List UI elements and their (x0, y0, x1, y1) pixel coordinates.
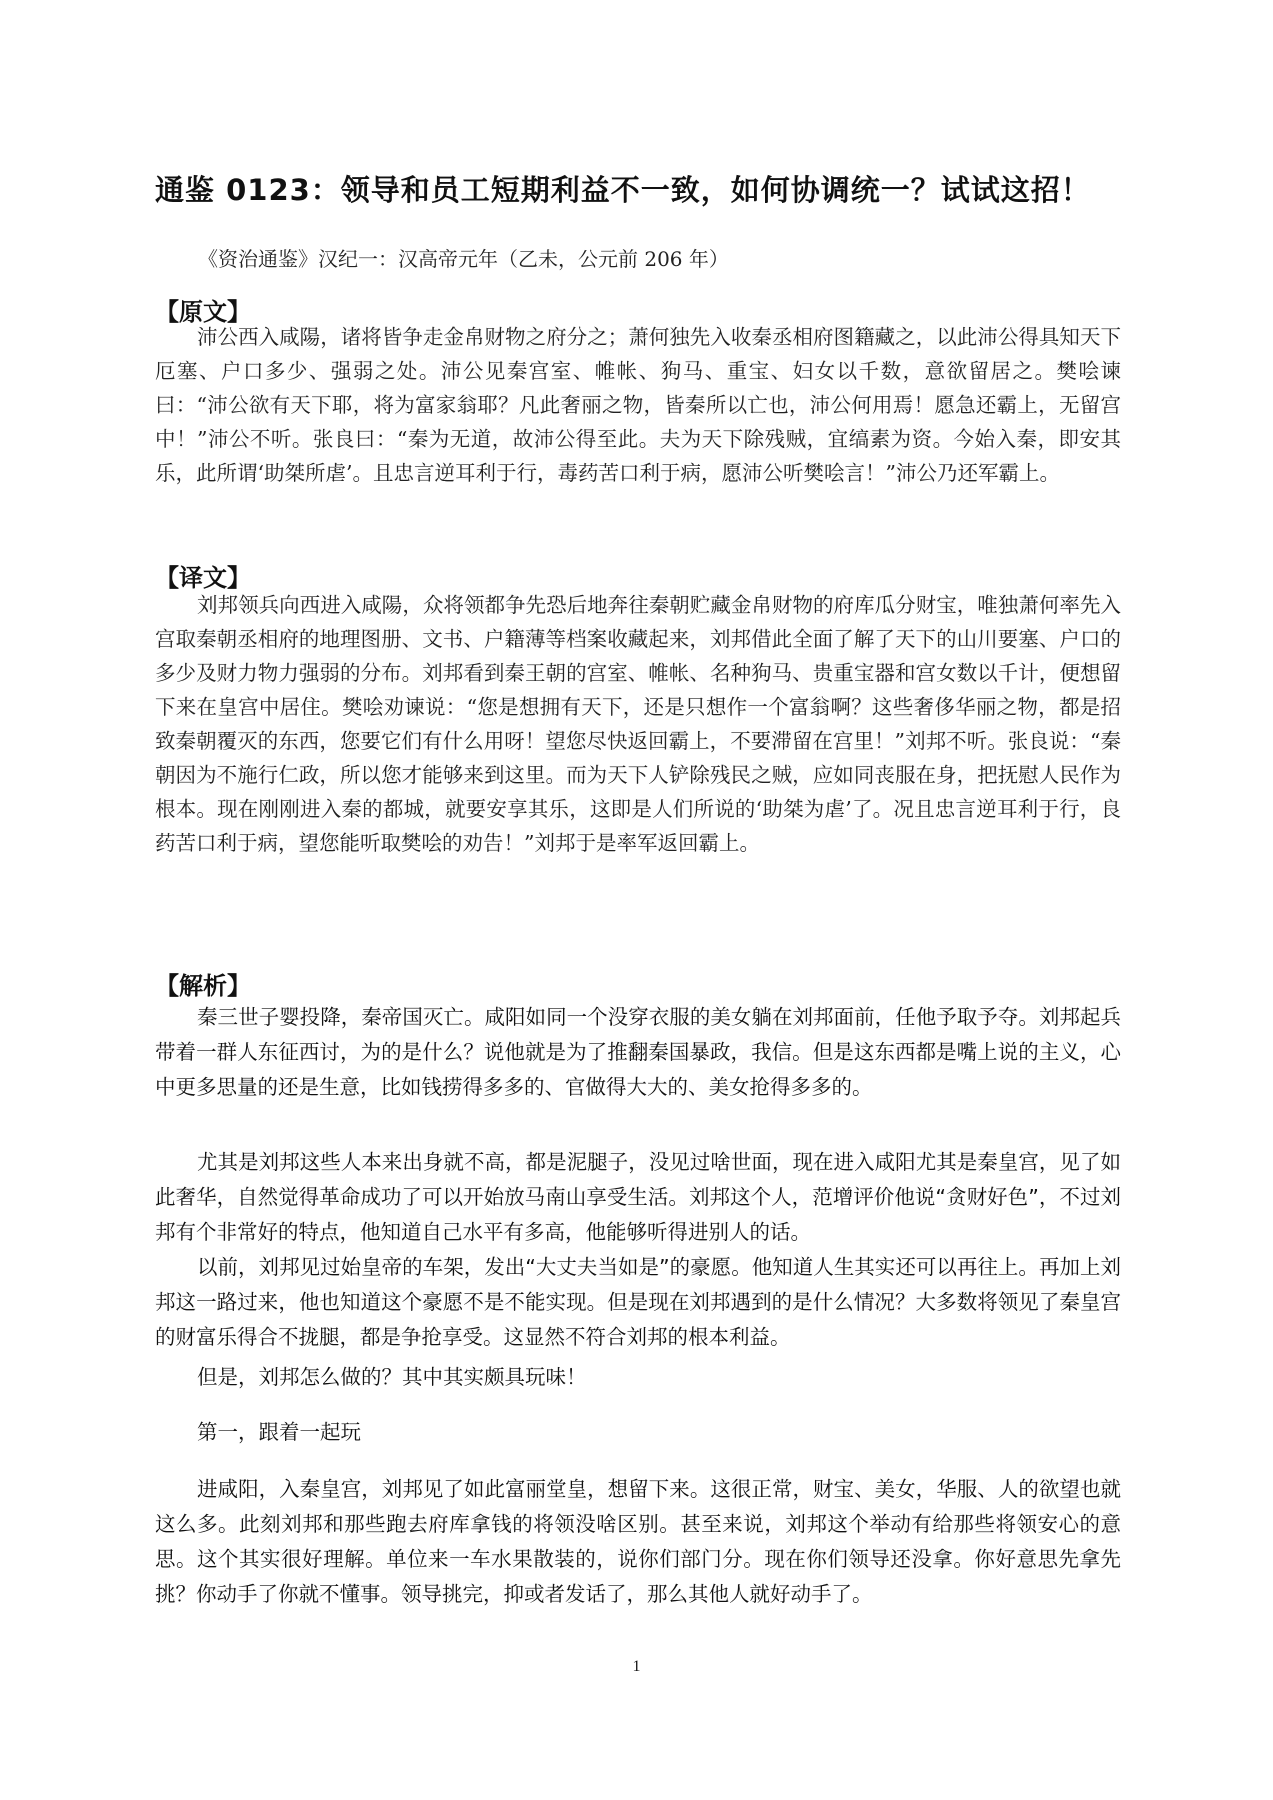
section-heading-original: 【原文】 (155, 298, 251, 326)
page-title: 通鉴 0123：领导和员工短期利益不一致，如何协调统一？试试这招！ (155, 173, 1091, 207)
source-citation: 《资治通鉴》汉纪一：汉高帝元年（乙未，公元前 206 年） (198, 247, 729, 271)
analysis-paragraph: 秦三世子婴投降，秦帝国灭亡。咸阳如同一个没穿衣服的美女躺在刘邦面前，任他予取予夺。刘邦起兵带着一群人东征西讨，为的是什么？说他就是为了推翻秦国暴政，我信。但是这东西都是嘴上说的主义，心中更多思量的还是生意，比如钱捞得多多的、官做得大大的、美女抢得多多的。 (155, 1005, 1121, 1099)
section-heading-analysis: 【解析】 (155, 972, 251, 1000)
original-text-paragraph: 沛公西入咸陽，诸将皆争走金帛财物之府分之；萧何独先入收秦丞相府图籍藏之，以此沛公得具知天下厄塞、户口多少、强弱之处。沛公见秦宫室、帷帐、狗马、重宝、妇女以千数，意欲留居之。樊哙谏曰：“沛公欲有天下耶，将为富家翁耶？凡此奢丽之物，皆秦所以亡也，沛公何用焉！愿急还霸上，无留宫中！”沛公不听。张良曰：“秦为无道，故沛公得至此。夫为天下除残贼，宜缟素为资。今始入秦，即安其乐，此所谓‘助桀所虐’。且忠言逆耳利于行，毒药苦口利于病，愿沛公听樊哙言！”沛公乃还军霸上。 (155, 325, 1121, 485)
analysis-subheading: 第一，跟着一起玩 (197, 1420, 361, 1444)
analysis-paragraph: 但是，刘邦怎么做的？其中其实颇具玩味！ (197, 1365, 587, 1389)
translation-text-paragraph: 刘邦领兵向西进入咸陽，众将领都争先恐后地奔往秦朝贮藏金帛财物的府库瓜分财宝，唯独萧何率先入宫取秦朝丞相府的地理图册、文书、户籍薄等档案收藏起来，刘邦借此全面了解了天下的山川要塞、户口的多少及财力物力强弱的分布。刘邦看到秦王朝的宫室、帷帐、名种狗马、贵重宝器和宫女数以千计，便想留下来在皇宫中居住。樊哙劝谏说：“您是想拥有天下，还是只想作一个富翁啊？这些奢侈华丽之物，都是招致秦朝覆灭的东西，您要它们有什么用呀！望您尽快返回霸上，不要滞留在宫里！”刘邦不听。张良说：“秦朝因为不施行仁政，所以您才能够来到这里。而为天下人铲除残民之贼，应如同丧服在身，把抚慰人民作为根本。现在刚刚进入秦的都城，就要安享其乐，这即是人们所说的‘助桀为虐’了。况且忠言逆耳利于行，良药苦口利于病，望您能听取樊哙的劝告！”刘邦于是率军返回霸上。 (155, 593, 1121, 855)
analysis-paragraph: 尤其是刘邦这些人本来出身就不高，都是泥腿子，没见过啥世面，现在进入咸阳尤其是秦皇宫，见了如此奢华，自然觉得革命成功了可以开始放马南山享受生活。刘邦这个人，范增评价他说“贪财好色”，不过刘邦有个非常好的特点，他知道自己水平有多高，他能够听得进别人的话。 (155, 1150, 1121, 1244)
page-number: 1 (632, 1658, 641, 1675)
analysis-paragraph: 进咸阳，入秦皇宫，刘邦见了如此富丽堂皇，想留下来。这很正常，财宝、美女，华服、人的欲望也就这么多。此刻刘邦和那些跑去府库拿钱的将领没啥区别。甚至来说，刘邦这个举动有给那些将领安心的意思。这个其实很好理解。单位来一车水果散装的，说你们部门分。现在你们领导还没拿。你好意思先拿先挑？你动手了你就不懂事。领导挑完，抑或者发话了，那么其他人就好动手了。 (155, 1477, 1121, 1606)
analysis-paragraph: 以前，刘邦见过始皇帝的车架，发出“大丈夫当如是”的豪愿。他知道人生其实还可以再往上。再加上刘邦这一路过来，他也知道这个豪愿不是不能实现。但是现在刘邦遇到的是什么情况？大多数将领见了秦皇宫的财富乐得合不拢腿，都是争抢享受。这显然不符合刘邦的根本利益。 (155, 1255, 1121, 1349)
section-heading-translation: 【译文】 (155, 564, 251, 592)
